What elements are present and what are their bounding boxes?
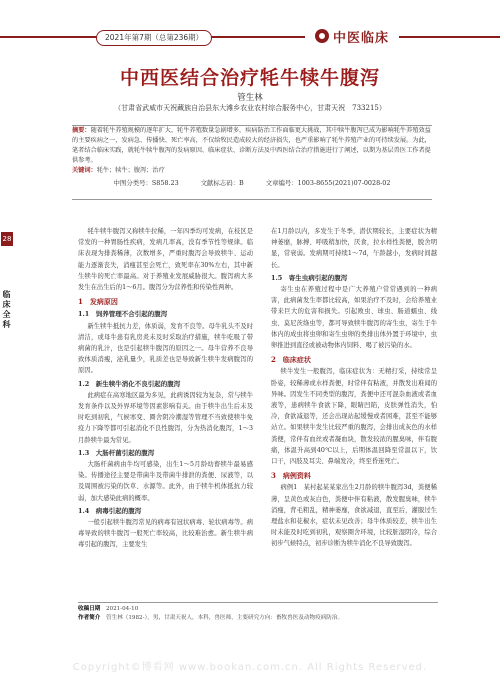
paragraph-1-4-continued: 在1月龄以内，多发生于冬季，潜伏期较长，主要症状为精神萎靡，脉搏、呼吸稍加快，厌食，拉水样性粪便，脱舍明显，常衰弱。发病期可持续1～7d，午龄越小，发病时间越长。 <box>271 228 437 269</box>
paragraph-1-2: 此病症在高寒地区最为多见，此病诱因较为复杂，常与犊牛发育条件以及外界环境等因素影响有关。由于犊牛出生后未及时吃到初乳，气候寒变、圈舍阴冷潮湿等管理不当致使犊牛免疫力下降等都可引起消化不良性腹泻，分为热消化腹泻，1～3月龄犊牛最为常见。 <box>78 391 253 444</box>
abstract-label: 摘要： <box>72 127 91 134</box>
header-rule <box>0 36 500 38</box>
page-number: 28 <box>1 232 13 246</box>
paragraph-1-1: 新生犊牛抵抗力差，体质弱，发育不良等。母牛乳头不及时清洁，或母牛患有乳房炎未及时采取治疗措施，犊牛吃吸了带病菌的乳汁，也是引起犊牛腹泻的原因之一。母牛营养不良导致体质消瘦，泌乳量少，乳质差也是导致新生犊牛发病腹泻的原因。 <box>78 322 253 375</box>
paragraph-case-1: 病例1 某村起某某家出生2月龄的犊牛腹泻3d，粪便稀薄，呈黄色或灰白色，粪便中伴有粘液，散发腥臭味，犊牛消瘦，背毛粗乱，精神萎靡，食欲减退，直至后，灌服过生理盐水和花椒水，症状未见改善；母牛体质较差，犊牛出生时未能及时吃到初乳，观察圈舍环境，比较脏湿阴冷，综合初步气候特点，初步诊断为犊牛消化不良导致腹泻。 <box>271 484 437 548</box>
subheading-1-5: 1.5 寄生虫病引起的腹泻 <box>271 273 348 282</box>
subheading-1-4: 1.4 病毒引起的腹泻 <box>78 506 142 515</box>
section-label: 临床全科 <box>2 290 12 330</box>
document-code: 文献标志码：B <box>200 179 244 187</box>
subheading-1-1: 1.1 饲养管理不合引起的腹泻 <box>78 310 168 319</box>
abstract <box>72 126 432 166</box>
author-affiliation: （甘肃省武威市天祝藏族自治县东大滩乡农业农村综合服务中心，甘肃天祝 733215） <box>114 104 386 112</box>
section-heading-causes: 1 发病原因 <box>78 297 118 307</box>
author-intro <box>78 614 438 623</box>
intro-paragraph: 牦牛犊牛腹泻又称犊牛拉稀，一年四季均可发病，在枝区是常发的一种胃肠性疾病，发病几率高，没有季节性等规律。临床表现为排粪稀薄，次数增多，严重时腹泻会导致犊牛、运动能力逐渐丧失，消瘦甚至会死亡，致死率在30%左右，其中新生犊牛的死亡率最高。对于养殖业发展威胁很大。腹泻病大多发生在出生后的1～6月。腹泻分为营养性和传染性两种。 <box>78 228 253 292</box>
article-number: 文章编号：1003-8655(2021)07-0028-02 <box>265 179 391 187</box>
received-date <box>78 605 438 614</box>
issue-label: 2021年第7期（总第236期） <box>96 30 212 46</box>
keywords <box>72 166 432 176</box>
article-footer <box>78 602 438 623</box>
subheading-1-2: 1.2 新生犊牛消化不良引起的腹泻 <box>78 379 181 388</box>
classification-row <box>72 178 432 187</box>
right-column <box>271 226 437 550</box>
classification-number: 中图分类号：S858.23 <box>113 179 179 187</box>
keywords-text: 牦牛；犊牛；腹泻；治疗 <box>96 167 165 174</box>
received-label: 收稿日期 <box>78 606 101 612</box>
section-heading-symptoms: 2 临床症状 <box>271 355 311 365</box>
abstract-box <box>72 125 432 200</box>
copyright-watermark: Copyright©博看网 www.bookan.com.cn. All Rights Reserved. <box>72 662 428 673</box>
paragraph-1-4: 一般引起犊牛腹泻常见的病毒有冠状病毒、轮状病毒等。病毒导致的犊牛腹泻一般死亡率较高，比较难治愈。新生犊牛病毒引起的腹泻，主要发生 <box>78 519 253 549</box>
paragraph-symptoms: 犊牛发生一般腹泻，临床症状为：无精打采，持续常呈卧姿，较稀薄或水样粪便，时常伴有粘液，并散发出难闻的异味。因发生不同类型的腹泻，粪便中还可混杂血液或者血液等，患病犊牛食欲下降，眼睛凹陷，皮肤弹性消失，怕冷，食欲减退等，还会出现站起缓慢或者困难，甚至不能够站立。如果犊牛发生比较严重的腹泻，会排出成灰色的水样粪便，常伴有血丝或者凝血块，散发较浓的腥臭味，伴有腹痛，体温升高到40℃以上，后期体温回降至常温以下，饮口干，四肢及耳尖、鼻端发冷，终至昏迷死亡。 <box>271 368 437 466</box>
journal-emblem-icon <box>315 29 329 43</box>
received-value: 2021-04-10 <box>106 606 139 612</box>
section-heading-cases: 3 病例资料 <box>271 471 311 481</box>
keywords-label: 关键词： <box>72 167 97 174</box>
author-intro-text: 管生林（1982-），男，甘肃天祝人，本科，兽医师，主要研究方向：畜牧兽医及动物疫病防治。 <box>106 615 344 621</box>
abstract-text: 随着牦牛养殖规模的逐年扩大，牦牛养殖数量急剧增多，疾病防治工作面临更大挑战，其中犊牛腹泻已成为影响牦牛养殖效益的主要疾病之一，发病急、传播快、死亡率高，不仅给牧民造成较大的经济损失，也严重影响了牦牛养殖产业的可持续发展。为此，笔者结合临床实践，就牦牛犊牛腹泻的发病原因、临床症状、诊断方法及中西医结合治疗措施进行了阐述，以期为基层兽医工作者提供参考。 <box>72 127 431 164</box>
article-title: 中西医结合治疗牦牛犊牛腹泻 <box>119 67 380 89</box>
paragraph-1-3: 大肠杆菌病由牛均可感染，出生1～5月龄幼畜犊牛最易感染。传播途径主要是带菌牛及带菌牛排泄的粪便、尿液等，以及周围被污染的饮草、水源等。此外，由于犊牛机体抵抗力较弱，加大感染此病的概率。 <box>78 461 253 502</box>
left-column <box>78 226 253 551</box>
journal-header <box>0 30 500 46</box>
journal-logo <box>305 26 399 46</box>
author-intro-label: 作者简介 <box>78 615 101 621</box>
paragraph-1-5: 寄生虫在养殖过程中是广大养殖户常常遇到的一种病害，此病菌发生率都比较高，如果治疗不及时，会给养殖业带来巨大的危害和损失。引起败虫、球虫、肠道蠕虫、线虫、莫尼茨绦虫等，都可导致犊牛腹泻的寄生虫，寄生于牛体内的成虫将虫卵和寄生虫卵的类排出体外置于环境中，虫卵推进到直径或被动物体内饲料、喝了被污染的水。 <box>271 286 437 350</box>
article-author: 管生林 <box>237 93 263 103</box>
journal-name: 中医临床 <box>333 30 390 46</box>
subheading-1-3: 1.3 大肠杆菌引起的腹泻 <box>78 448 155 457</box>
side-margin <box>0 232 14 462</box>
